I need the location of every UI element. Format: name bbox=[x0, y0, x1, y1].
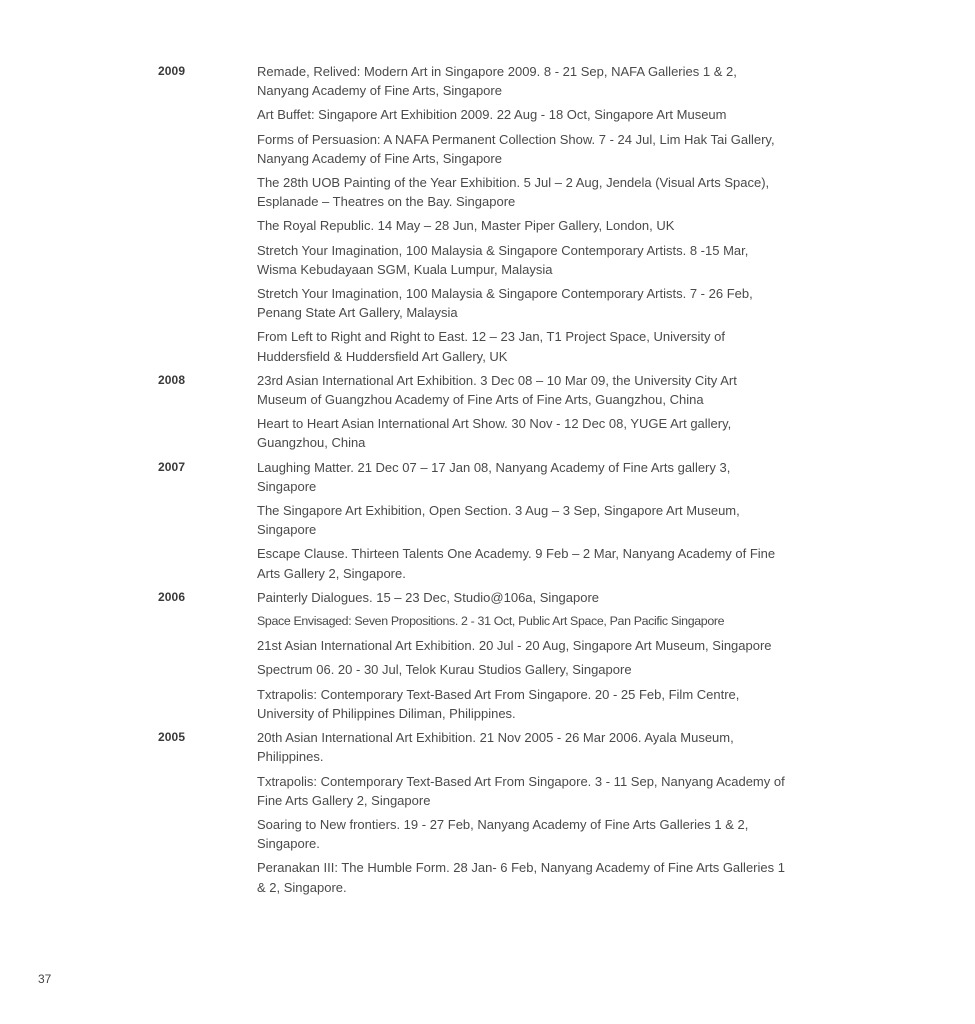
exhibition-entry: The Singapore Art Exhibition, Open Section. 3 Aug – 3 Sep, Singapore Art Museum, Singapore bbox=[257, 503, 740, 538]
exhibition-entry: 23rd Asian International Art Exhibition. 3 Dec 08 – 10 Mar 09, the University City Art Museum of Guangzhou Academy of Fine Arts of Fine Arts, Guangzhou, China bbox=[257, 372, 737, 408]
exhibition-entry: 20th Asian International Art Exhibition. 21 Nov 2005 - 26 Mar 2006. Ayala Museum, Philippines. bbox=[257, 730, 734, 765]
exhibition-entry: Painterly Dialogues. 15 – 23 Dec, Studio@106a, Singapore bbox=[257, 589, 600, 605]
year-section-2008 bbox=[0, 371, 975, 453]
exhibition-entry: Laughing Matter. 21 Dec 07 – 17 Jan 08, Nanyang Academy of Fine Arts gallery 3, Singapore bbox=[257, 459, 731, 494]
exhibition-entry: Space Envisaged: Seven Propositions. 2 - 31 Oct, Public Art Space, Pan Pacific Singapore bbox=[257, 614, 725, 629]
exhibition-entry: The Royal Republic. 14 May – 28 Jun, Master Piper Gallery, London, UK bbox=[257, 218, 675, 234]
year-section-2006 bbox=[0, 588, 975, 723]
exhibition-entry: From Left to Right and Right to East. 12 – 23 Jan, T1 Project Space, University of Huddersfield & Huddersfield Art Gallery, UK bbox=[257, 329, 725, 364]
exhibition-entry: Spectrum 06. 20 - 30 Jul, Telok Kurau Studios Gallery, Singapore bbox=[257, 662, 632, 678]
exhibition-entry: Txtrapolis: Contemporary Text-Based Art From Singapore. 20 - 25 Feb, Film Centre, University of Philippines Diliman, Philippines. bbox=[257, 686, 740, 721]
exhibition-entry: Heart to Heart Asian International Art Show. 30 Nov - 12 Dec 08, YUGE Art gallery, Guangzhou, China bbox=[257, 416, 732, 451]
year-label: 2009 bbox=[158, 64, 186, 78]
exhibition-entry: Art Buffet: Singapore Art Exhibition 2009. 22 Aug - 18 Oct, Singapore Art Museum bbox=[257, 107, 727, 123]
year-section-2009 bbox=[0, 62, 975, 366]
year-label: 2007 bbox=[158, 459, 186, 474]
exhibition-entry: 21st Asian International Art Exhibition. 20 Jul - 20 Aug, Singapore Art Museum, Singapore bbox=[257, 638, 772, 654]
exhibition-entry: Soaring to New frontiers. 19 - 27 Feb, Nanyang Academy of Fine Arts Galleries 1 & 2, Singapore. bbox=[257, 816, 749, 852]
exhibition-list bbox=[0, 62, 975, 902]
year-section-2005 bbox=[0, 728, 975, 897]
year-label: 2005 bbox=[158, 730, 186, 745]
exhibition-entry: Forms of Persuasion: A NAFA Permanent Collection Show. 7 - 24 Jul, Lim Hak Tai Gallery, Nanyang Academy of Fine Arts, Singapore bbox=[257, 131, 775, 166]
year-label: 2006 bbox=[158, 589, 186, 604]
year-label: 2008 bbox=[158, 372, 186, 387]
exhibition-entry: Stretch Your Imagination, 100 Malaysia & Singapore Contemporary Artists. 7 - 26 Feb, Penang State Art Gallery, Malaysia bbox=[257, 286, 753, 321]
page-number: 37 bbox=[38, 972, 52, 986]
exhibition-entry: Escape Clause. Thirteen Talents One Academy. 9 Feb – 2 Mar, Nanyang Academy of Fine Arts Gallery 2, Singapore. bbox=[257, 546, 776, 581]
exhibition-entry: The 28th UOB Painting of the Year Exhibition. 5 Jul – 2 Aug, Jendela (Visual Arts Space), Esplanade – Theatres on the Bay. Singapore bbox=[257, 175, 770, 210]
exhibition-entry: Stretch Your Imagination, 100 Malaysia & Singapore Contemporary Artists. 8 -15 Mar, Wisma Kebudayaan SGM, Kuala Lumpur, Malaysia bbox=[257, 242, 749, 277]
exhibition-entry: Peranakan III: The Humble Form. 28 Jan- 6 Feb, Nanyang Academy of Fine Arts Galleries 1 & 2, Singapore. bbox=[257, 860, 785, 895]
exhibition-entry: Txtrapolis: Contemporary Text-Based Art From Singapore. 3 - 11 Sep, Nanyang Academy of Fine Arts Gallery 2, Singapore bbox=[257, 773, 785, 808]
year-section-2007 bbox=[0, 458, 975, 583]
exhibition-entry: Remade, Relived: Modern Art in Singapore 2009. 8 - 21 Sep, NAFA Galleries 1 & 2, Nanyang Academy of Fine Arts, Singapore bbox=[257, 64, 737, 99]
